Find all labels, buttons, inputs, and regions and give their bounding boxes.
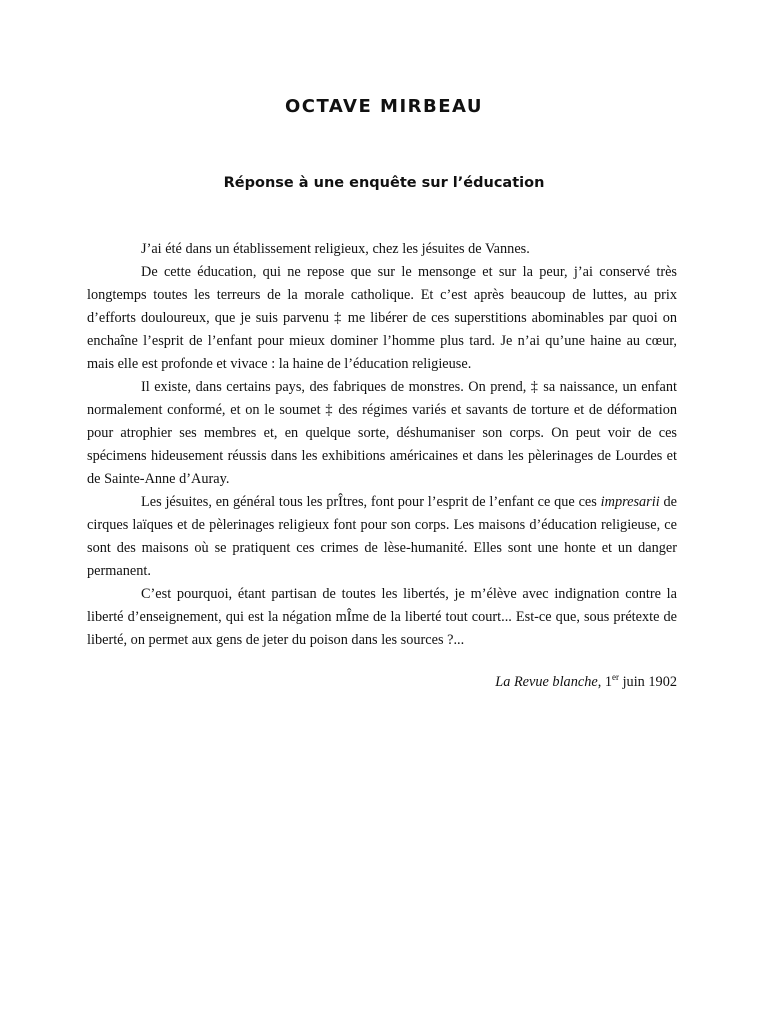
source-citation <box>495 674 677 691</box>
paragraph-5: C’est pourquoi, étant partisan de toutes les libertés, je m’élève avec indignation contre la liberté d’enseignement, qui est la négation mÎme de la liberté tout court... Est-ce que, sous prétexte de liberté, on permet aux gens de jeter du poison dans les sources ?... <box>87 586 677 648</box>
paragraph-3: Il existe, dans certains pays, des fabriques de monstres. On prend, ‡ sa naissance, un enfant normalement conformé, et on le soumet ‡ des régimes variés et savants de torture et de déformation pour atrophier ses membres et, en quelque sorte, déshumaniser son corps. On peut voir de ces spécimens hideusement réussis dans les exhibitions américaines et dans les pèlerinages de Lourdes et de Sainte-Anne d’Auray. <box>87 379 677 487</box>
source-separator: , <box>597 674 605 690</box>
document-body <box>87 238 677 652</box>
document-author-heading: OCTAVE MIRBEAU <box>284 96 484 117</box>
paragraph-4-italic-term: impresarii <box>600 494 660 510</box>
source-publication: La Revue blanche <box>495 674 598 690</box>
source-date: juin 1902 <box>619 674 677 690</box>
paragraph-4-text-end: de cirques laïques et de pèlerinages religieux font pour son corps. Les maisons d’éducation religieuse, ce sont des maisons où se pratiquent ces crimes de lèse-humanité. Elles sont une honte et un danger permanent. <box>87 494 677 579</box>
paragraph-2: De cette éducation, qui ne repose que sur le mensonge et sur la peur, j’ai conservé très longtemps toutes les terreurs de la morale catholique. Et c’est après beaucoup de luttes, au prix d’efforts douloureux, que je suis parvenu ‡ me libérer de ces superstitions abominables par quoi on enchaîne l’esprit de l’enfant pour mieux dominer l’homme plus tard. Je n’ai qu’une haine au cœur, mais elle est profonde et vivace : la haine de l’éducation religieuse. <box>87 264 677 372</box>
document-title-heading: Réponse à une enquête sur l’éducation <box>223 175 545 191</box>
paragraph-1: J’ai été dans un établissement religieux, chez les jésuites de Vannes. <box>141 241 530 257</box>
source-day-suffix: er <box>612 672 620 683</box>
source-day: 1 <box>604 674 613 690</box>
paragraph-4-text-start: Les jésuites, en général tous les prÎtres, font pour l’esprit de l’enfant ce que ces <box>141 494 601 510</box>
paragraph-4 <box>87 491 677 583</box>
